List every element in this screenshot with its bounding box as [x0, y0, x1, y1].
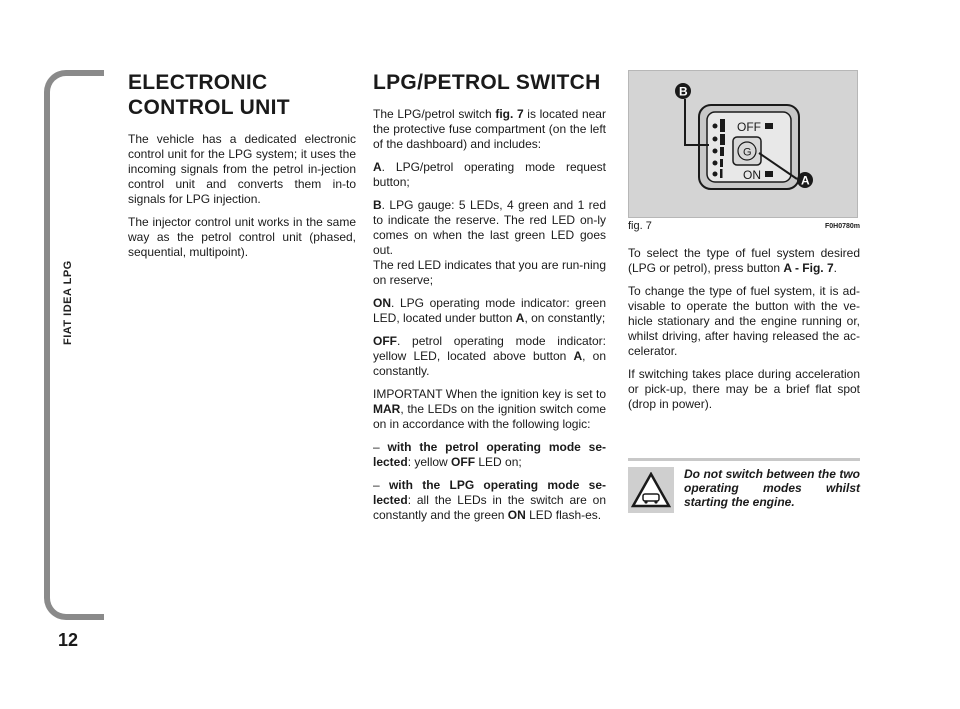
off-led — [765, 123, 773, 129]
paragraph: The red LED indicates that you are run-ning on reserve; — [373, 258, 606, 287]
off-indicator-label: OFF — [737, 120, 761, 134]
list-item: A. LPG/petrol operating mode request button; — [373, 160, 606, 189]
lpg-petrol-switch-section — [373, 70, 606, 531]
section-heading: LPG/PETROL SWITCH — [373, 71, 601, 94]
important-note: IMPORTANT When the ignition key is set to MAR, the LEDs on the ignition switch come on in accordance with the following logic: — [373, 387, 606, 431]
fuel-selection-section — [628, 70, 860, 420]
label-a: A — [801, 173, 810, 188]
lpg-glyph-icon: G — [743, 146, 752, 159]
on-indicator-label: ON — [743, 168, 761, 182]
label-b: B — [679, 84, 688, 99]
warning-note — [628, 458, 860, 519]
list-item: B. LPG gauge: 5 LEDs, 4 green and 1 red to indicate the reserve. The red LED on-ly comes on when the last green LED goes out. — [373, 198, 606, 257]
figure-reference: fig. 7 — [495, 107, 524, 121]
paragraph: The LPG/petrol switch fig. 7 is located near the protective fuse compartment (on the left of the dashboard) and includes: — [373, 107, 606, 151]
list-item: ON. LPG operating mode indicator: green LED, located under button A, on constantly; — [373, 296, 606, 325]
on-led — [765, 171, 773, 177]
paragraph: To change the type of fuel system, it is ad-visable to operate the button with the ve-hicle stationary and the engine running or, whilst driving, after having released the ac-celerator. — [628, 284, 860, 358]
list-item: OFF. petrol operating mode indicator: yellow LED, located above button A, on constantly. — [373, 334, 606, 378]
warning-text: Do not switch between the two operating modes whilst starting the engine. — [684, 467, 860, 509]
electronic-control-unit-section — [128, 70, 356, 268]
figure-code: F0H0780m — [824, 223, 860, 230]
paragraph: If switching takes place during acceleration or pick-up, there may be a brief flat spot (drop in power). — [628, 367, 860, 411]
list-item: – with the LPG operating mode se-lected: all the LEDs in the switch are on constantly and the green ON LED flash-es. — [373, 478, 606, 522]
paragraph: The injector control unit works in the same way as the petrol control unit (phased, sequential, multipoint). — [128, 215, 356, 259]
figure-reference: A - Fig. 7 — [783, 261, 834, 275]
list-item: – with the petrol operating mode se-lected: yellow OFF LED on; — [373, 440, 607, 469]
section-title: FIAT IDEA LPG — [62, 260, 74, 345]
paragraph: The vehicle has a dedicated electronic control unit for the LPG system; it uses the incoming signals from the petrol in-jection control unit and converts them in-to signals for LPG injection. — [128, 132, 356, 206]
switch-figure — [628, 70, 858, 218]
side-frame — [44, 70, 104, 620]
page-number: 12 — [58, 630, 79, 650]
section-heading: ELECTRONIC CONTROL UNIT — [128, 71, 290, 119]
figure-caption-row — [628, 220, 860, 232]
lpg-switch-illustration — [629, 71, 857, 217]
warning-triangle-icon — [628, 467, 674, 513]
paragraph: To select the type of fuel system desired (LPG or petrol), press button A - Fig. 7. — [628, 246, 860, 275]
figure-caption: fig. 7 — [628, 220, 652, 232]
